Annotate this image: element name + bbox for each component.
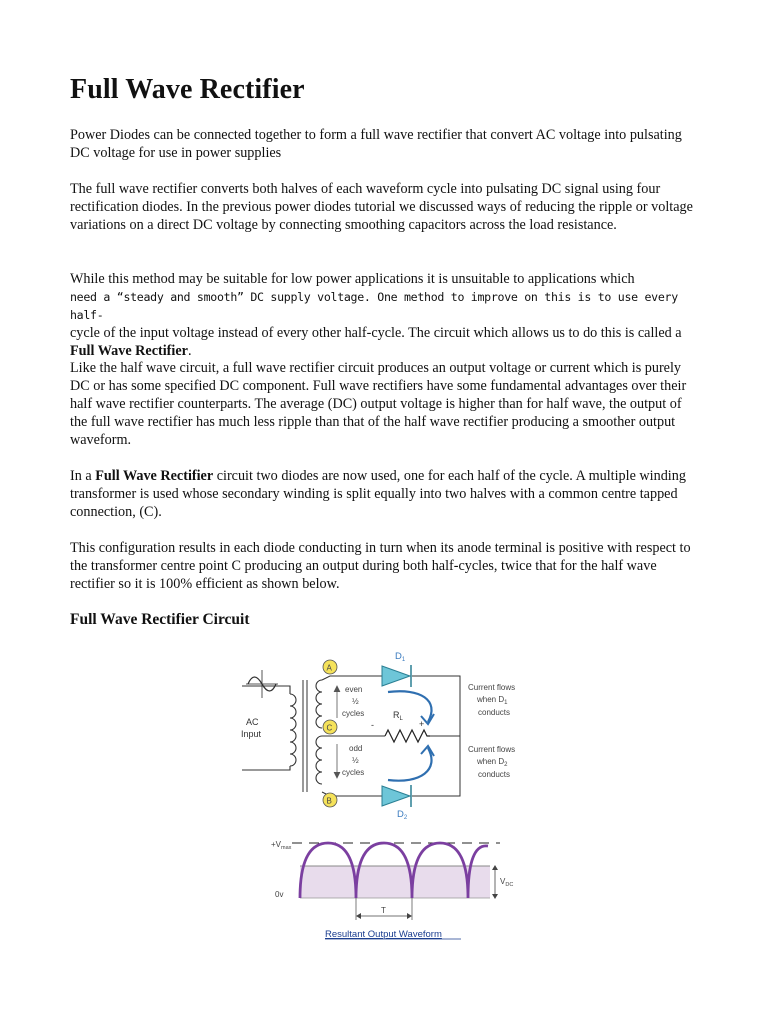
waveform-caption: Resultant Output Waveform xyxy=(325,929,442,940)
vdc-label: $V_{DC}$ xyxy=(500,877,514,888)
paragraph-two-diodes-start: In a xyxy=(70,468,96,484)
ac-source-icon xyxy=(246,670,278,698)
primary-winding xyxy=(242,686,296,770)
paragraph-half-wave: Like the half wave circuit, a full wave rectifier circuit produces an output voltage or current which is purely DC or has some specified DC component. Full wave rectifiers have some fundamental advantages over their half wave rectifier counterparts. The average (DC) output voltage is higher than for half wave, the output of the full wave rectifier has much less ripple than that of the half wave rectifier producing a smoother output waveform. xyxy=(70,360,687,448)
paragraph-two-diodes-rest: circuit two diodes are now used, one for each half of the cycle. A multiple winding transformer is used whose secondary winding is split equally into two halves with a common centre tapped connection, (C). xyxy=(70,468,686,520)
section-heading: Full Wave Rectifier Circuit xyxy=(70,611,250,628)
paragraph-method-line1: While this method may be suitable for low power applications it is unsuitable to applications which xyxy=(70,271,635,287)
current-flow-d1-line3: conducts xyxy=(478,708,511,717)
current-flow-d1-line2: when $D_1$ xyxy=(477,695,508,706)
svg-text:A: A xyxy=(326,663,332,673)
svg-text:B: B xyxy=(326,796,332,806)
paragraph-intro: Power Diodes can be connected together to form a full wave rectifier that convert AC voltage into pulsating DC voltage for use in power supplies xyxy=(70,127,682,161)
current-flow-d1-line1: Current flows xyxy=(468,683,516,692)
bold-term: Full Wave Rectifier xyxy=(70,343,188,359)
odd-half-cycle-arrow xyxy=(334,744,340,778)
even-label: even xyxy=(345,685,363,694)
secondary-winding xyxy=(316,680,322,784)
paragraph-method-line3: cycle of the input voltage instead of every other half-cycle. The circuit which allows us to do this is called a xyxy=(70,325,682,341)
diode-d2-label: $D_2$ xyxy=(397,809,408,821)
node-a xyxy=(323,660,337,674)
ac-input-label-2: Input xyxy=(241,729,262,739)
even-cycles-label: cycles xyxy=(342,709,365,718)
zero-volt-label: 0v xyxy=(275,890,284,899)
resistor-label: $R_L$ xyxy=(393,710,403,722)
paragraph-configuration: This configuration results in each diode conducting in turn when its anode terminal is positive with respect to the transformer centre point C producing an output during both half-cycles, twice that for the half wave rectifier so it is 100% efficient as shown below. xyxy=(70,540,691,592)
even-half-label: ½ xyxy=(352,697,359,706)
paragraph-method-end: . xyxy=(187,343,192,359)
diode-d2-icon xyxy=(382,785,411,807)
bold-term: Full Wave Rectifier xyxy=(95,468,214,484)
paragraph-method-line2: need a “steady and smooth” DC supply voltage. One method to improve on this is to use every half- xyxy=(70,290,678,322)
output-waveform xyxy=(292,843,500,920)
page-title: Full Wave Rectifier xyxy=(70,74,305,105)
current-flow-d2-line2: when $D_2$ xyxy=(477,757,508,768)
current-flow-arrow-d2 xyxy=(388,746,434,781)
dc-region-fill xyxy=(300,866,490,898)
period-label: T xyxy=(381,906,386,915)
node-b xyxy=(323,793,337,807)
svg-text:C: C xyxy=(326,723,333,733)
odd-half-label: ½ xyxy=(352,756,359,765)
odd-cycles-label: cycles xyxy=(342,768,365,777)
resistor-plus: + xyxy=(419,719,425,729)
node-c xyxy=(323,720,337,734)
load-resistor-icon xyxy=(385,730,430,742)
paragraph-converts: The full wave rectifier converts both halves of each waveform cycle into pulsating DC signal using four rectification diodes. In the previous power diodes tutorial we discussed ways of reducing the ripple or voltage variations on a direct DC voltage by connecting smoothing capacitors across the load resistance. xyxy=(70,181,693,233)
odd-label: odd xyxy=(349,744,363,753)
even-half-cycle-arrow xyxy=(334,686,340,718)
current-flow-d2-line3: conducts xyxy=(478,770,511,779)
diode-d1-label: $D_1$ xyxy=(395,651,406,663)
ac-input-label: AC xyxy=(246,717,259,727)
current-flow-d2-line1: Current flows xyxy=(468,745,516,754)
diode-d1-icon xyxy=(382,665,411,687)
vmax-label: $+V_{max}$ xyxy=(271,840,292,851)
resistor-minus: - xyxy=(371,720,374,730)
